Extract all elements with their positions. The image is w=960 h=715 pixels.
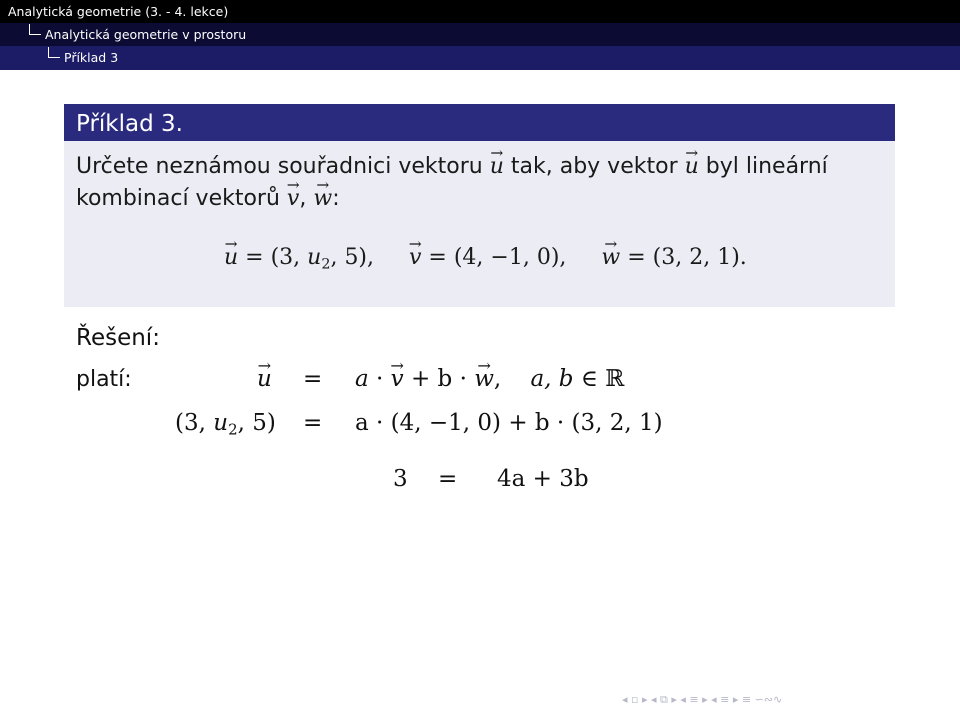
eq-part: , 5), <box>330 245 375 270</box>
row1-rhs <box>355 366 624 392</box>
tree-hook-icon <box>48 47 60 58</box>
vector-v: → v <box>409 245 421 270</box>
variable-u: u <box>213 410 229 436</box>
row1-lhs <box>257 366 272 392</box>
comma: , <box>493 366 502 392</box>
headline-subsection-bar <box>0 23 960 46</box>
row3-rhs: 4a + 3b <box>497 466 589 492</box>
block-title: Příklad 3. <box>64 104 895 141</box>
vector-u: → u <box>224 245 238 270</box>
problem-text: kombinací vektorů <box>76 186 280 211</box>
vector-v: → v <box>287 186 299 211</box>
row3-equals: = <box>438 466 458 492</box>
vector-w: → w <box>313 186 332 211</box>
problem-text: byl lineární <box>705 154 828 179</box>
vector-u: → u <box>685 154 699 179</box>
tree-hook-icon <box>29 24 41 35</box>
variable-u: u <box>307 245 322 270</box>
reals-symbol: ℝ <box>605 366 625 392</box>
vector-definitions <box>224 245 747 272</box>
example-block <box>64 104 895 307</box>
element-of: ∈ <box>580 366 598 392</box>
comma: , <box>299 186 307 211</box>
scalars-ab: a, b <box>530 366 574 392</box>
eq-part: (3, <box>175 410 214 436</box>
problem-text: Určete neznámou souřadnici vektoru <box>76 154 483 179</box>
headline-section-bar <box>0 0 960 23</box>
block-body <box>64 141 895 307</box>
problem-text: tak, aby vektor <box>510 154 678 179</box>
section-link[interactable]: Analytická geometrie (3. - 4. lekce) <box>8 4 229 19</box>
scalar-a: a <box>355 366 369 392</box>
eq-part: = (4, −1, 0), <box>428 245 567 270</box>
frame-link[interactable]: Příklad 3 <box>64 50 119 65</box>
eq-part: = (3, <box>245 245 308 270</box>
subscript: 2 <box>321 256 331 273</box>
plus-b: + b · <box>410 366 467 392</box>
row2-rhs: a · (4, −1, 0) + b · (3, 2, 1) <box>355 410 663 436</box>
vector-u: → u <box>257 366 272 392</box>
beamer-headline <box>0 0 960 70</box>
row2-equals: = <box>303 410 323 436</box>
solution-label: platí: <box>76 367 132 392</box>
eq-part: = (3, 2, 1). <box>627 245 747 270</box>
problem-line-2 <box>76 186 340 211</box>
row3-lhs: 3 <box>393 466 408 492</box>
row1-equals: = <box>303 366 323 392</box>
solution-heading: Řešení: <box>76 325 160 351</box>
row2-lhs <box>175 410 276 438</box>
problem-line-1 <box>76 154 828 179</box>
subsection-link[interactable]: Analytická geometrie v prostoru <box>45 27 247 42</box>
subscript: 2 <box>228 420 238 439</box>
vector-w: → w <box>474 366 494 392</box>
eq-part: , 5) <box>237 410 276 436</box>
vector-v: → v <box>391 366 404 392</box>
vector-u: → u <box>490 154 504 179</box>
vector-w: → w <box>601 245 620 270</box>
colon: : <box>332 186 340 211</box>
dot: · <box>376 366 384 392</box>
headline-frame-bar <box>0 46 960 70</box>
beamer-navigation-icons[interactable]: ◂ ▫ ▸ ◂ ⧉ ▸ ◂ ≡ ▸ ◂ ≡ ▸ ≡ ∽∾∿ <box>622 693 783 706</box>
